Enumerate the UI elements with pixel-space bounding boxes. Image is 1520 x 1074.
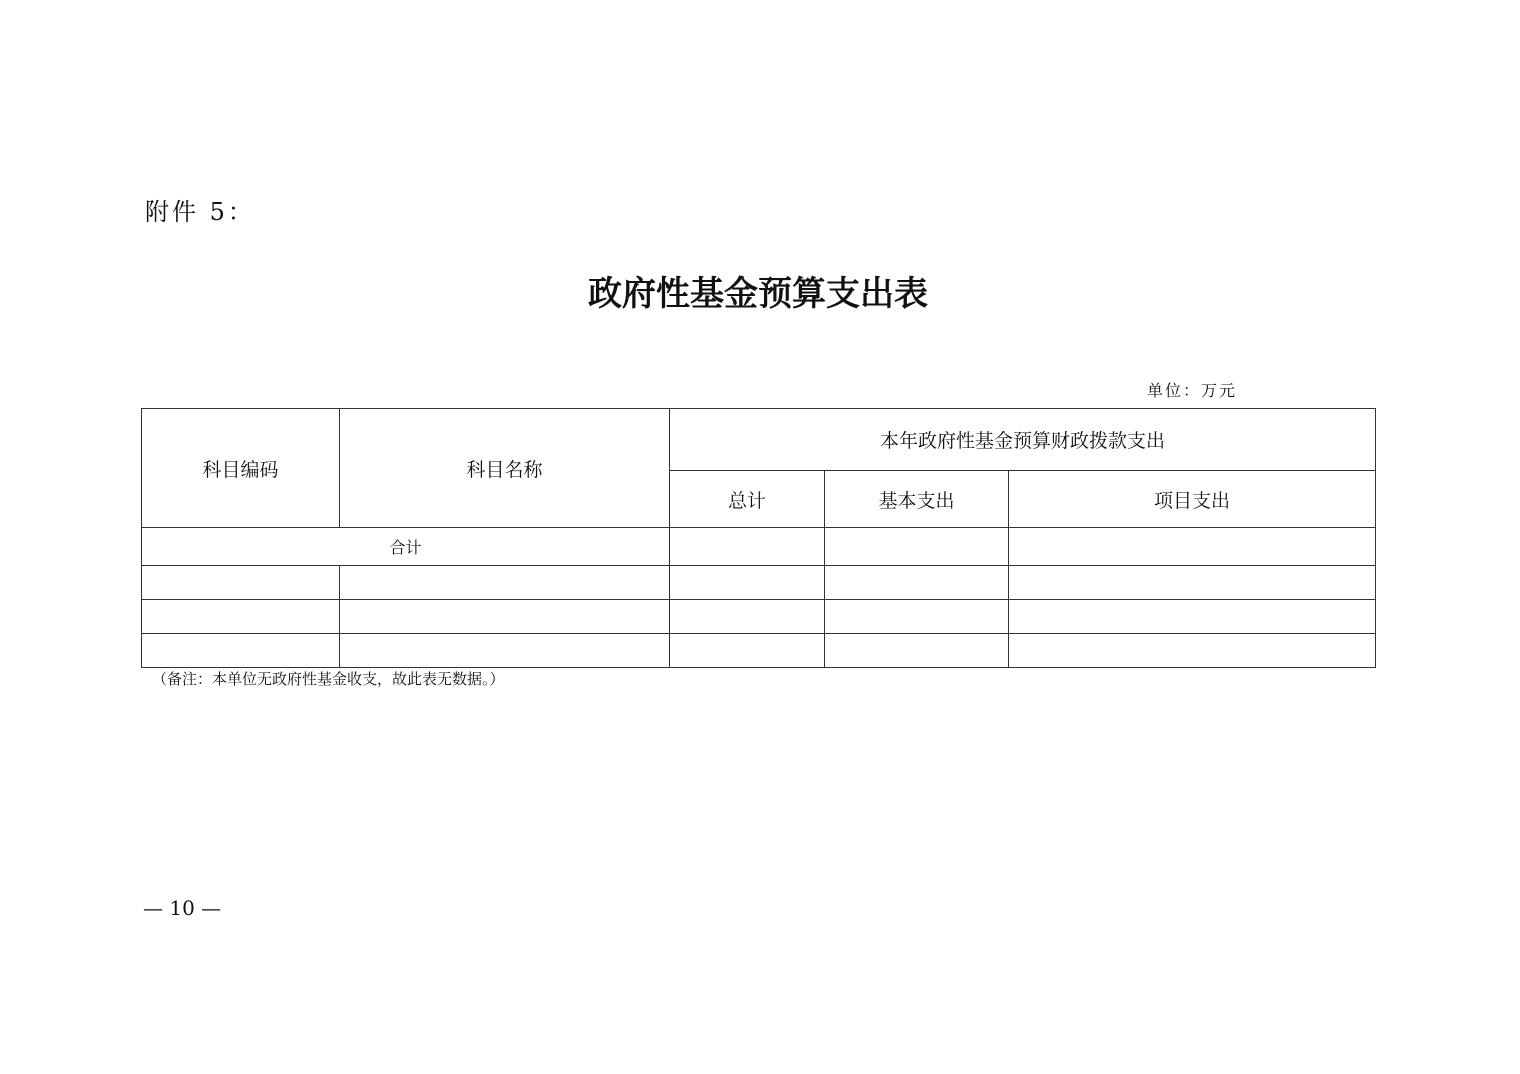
table-cell: [142, 600, 340, 634]
table-cell: [1009, 634, 1376, 668]
table-cell: [1009, 566, 1376, 600]
header-total: 总计: [670, 471, 825, 528]
budget-table: [141, 408, 1376, 668]
table-cell: [142, 634, 340, 668]
table-row: [142, 566, 1376, 600]
table-cell: [670, 566, 825, 600]
attachment-label: 附件 5：: [145, 198, 255, 226]
page-title: 政府性基金预算支出表: [588, 274, 928, 314]
table-cell: [142, 566, 340, 600]
header-basic-expenditure: 基本支出: [825, 471, 1009, 528]
table-cell: [670, 528, 825, 566]
table-cell: [825, 528, 1009, 566]
header-group-expenditure: 本年政府性基金预算财政拨款支出: [670, 409, 1376, 471]
unit-label: 单位：万元: [1147, 381, 1238, 400]
header-subject-code: 科目编码: [142, 409, 340, 528]
table-row: [142, 600, 1376, 634]
total-row-label: 合计: [142, 528, 670, 566]
table-total-row: [142, 528, 1376, 566]
table-cell: [670, 600, 825, 634]
table-footnote: （备注：本单位无政府性基金收支，故此表无数据。）: [152, 670, 505, 688]
page-number: — 10 —: [143, 896, 222, 920]
table-cell: [670, 634, 825, 668]
header-subject-name: 科目名称: [340, 409, 670, 528]
table-cell: [340, 566, 670, 600]
header-project-expenditure: 项目支出: [1009, 471, 1376, 528]
table-cell: [825, 634, 1009, 668]
table-cell: [825, 566, 1009, 600]
table-cell: [1009, 600, 1376, 634]
table-row: [142, 634, 1376, 668]
table-cell: [340, 634, 670, 668]
table-cell: [340, 600, 670, 634]
table-cell: [825, 600, 1009, 634]
table-header-row: [142, 409, 1376, 471]
table-cell: [1009, 528, 1376, 566]
